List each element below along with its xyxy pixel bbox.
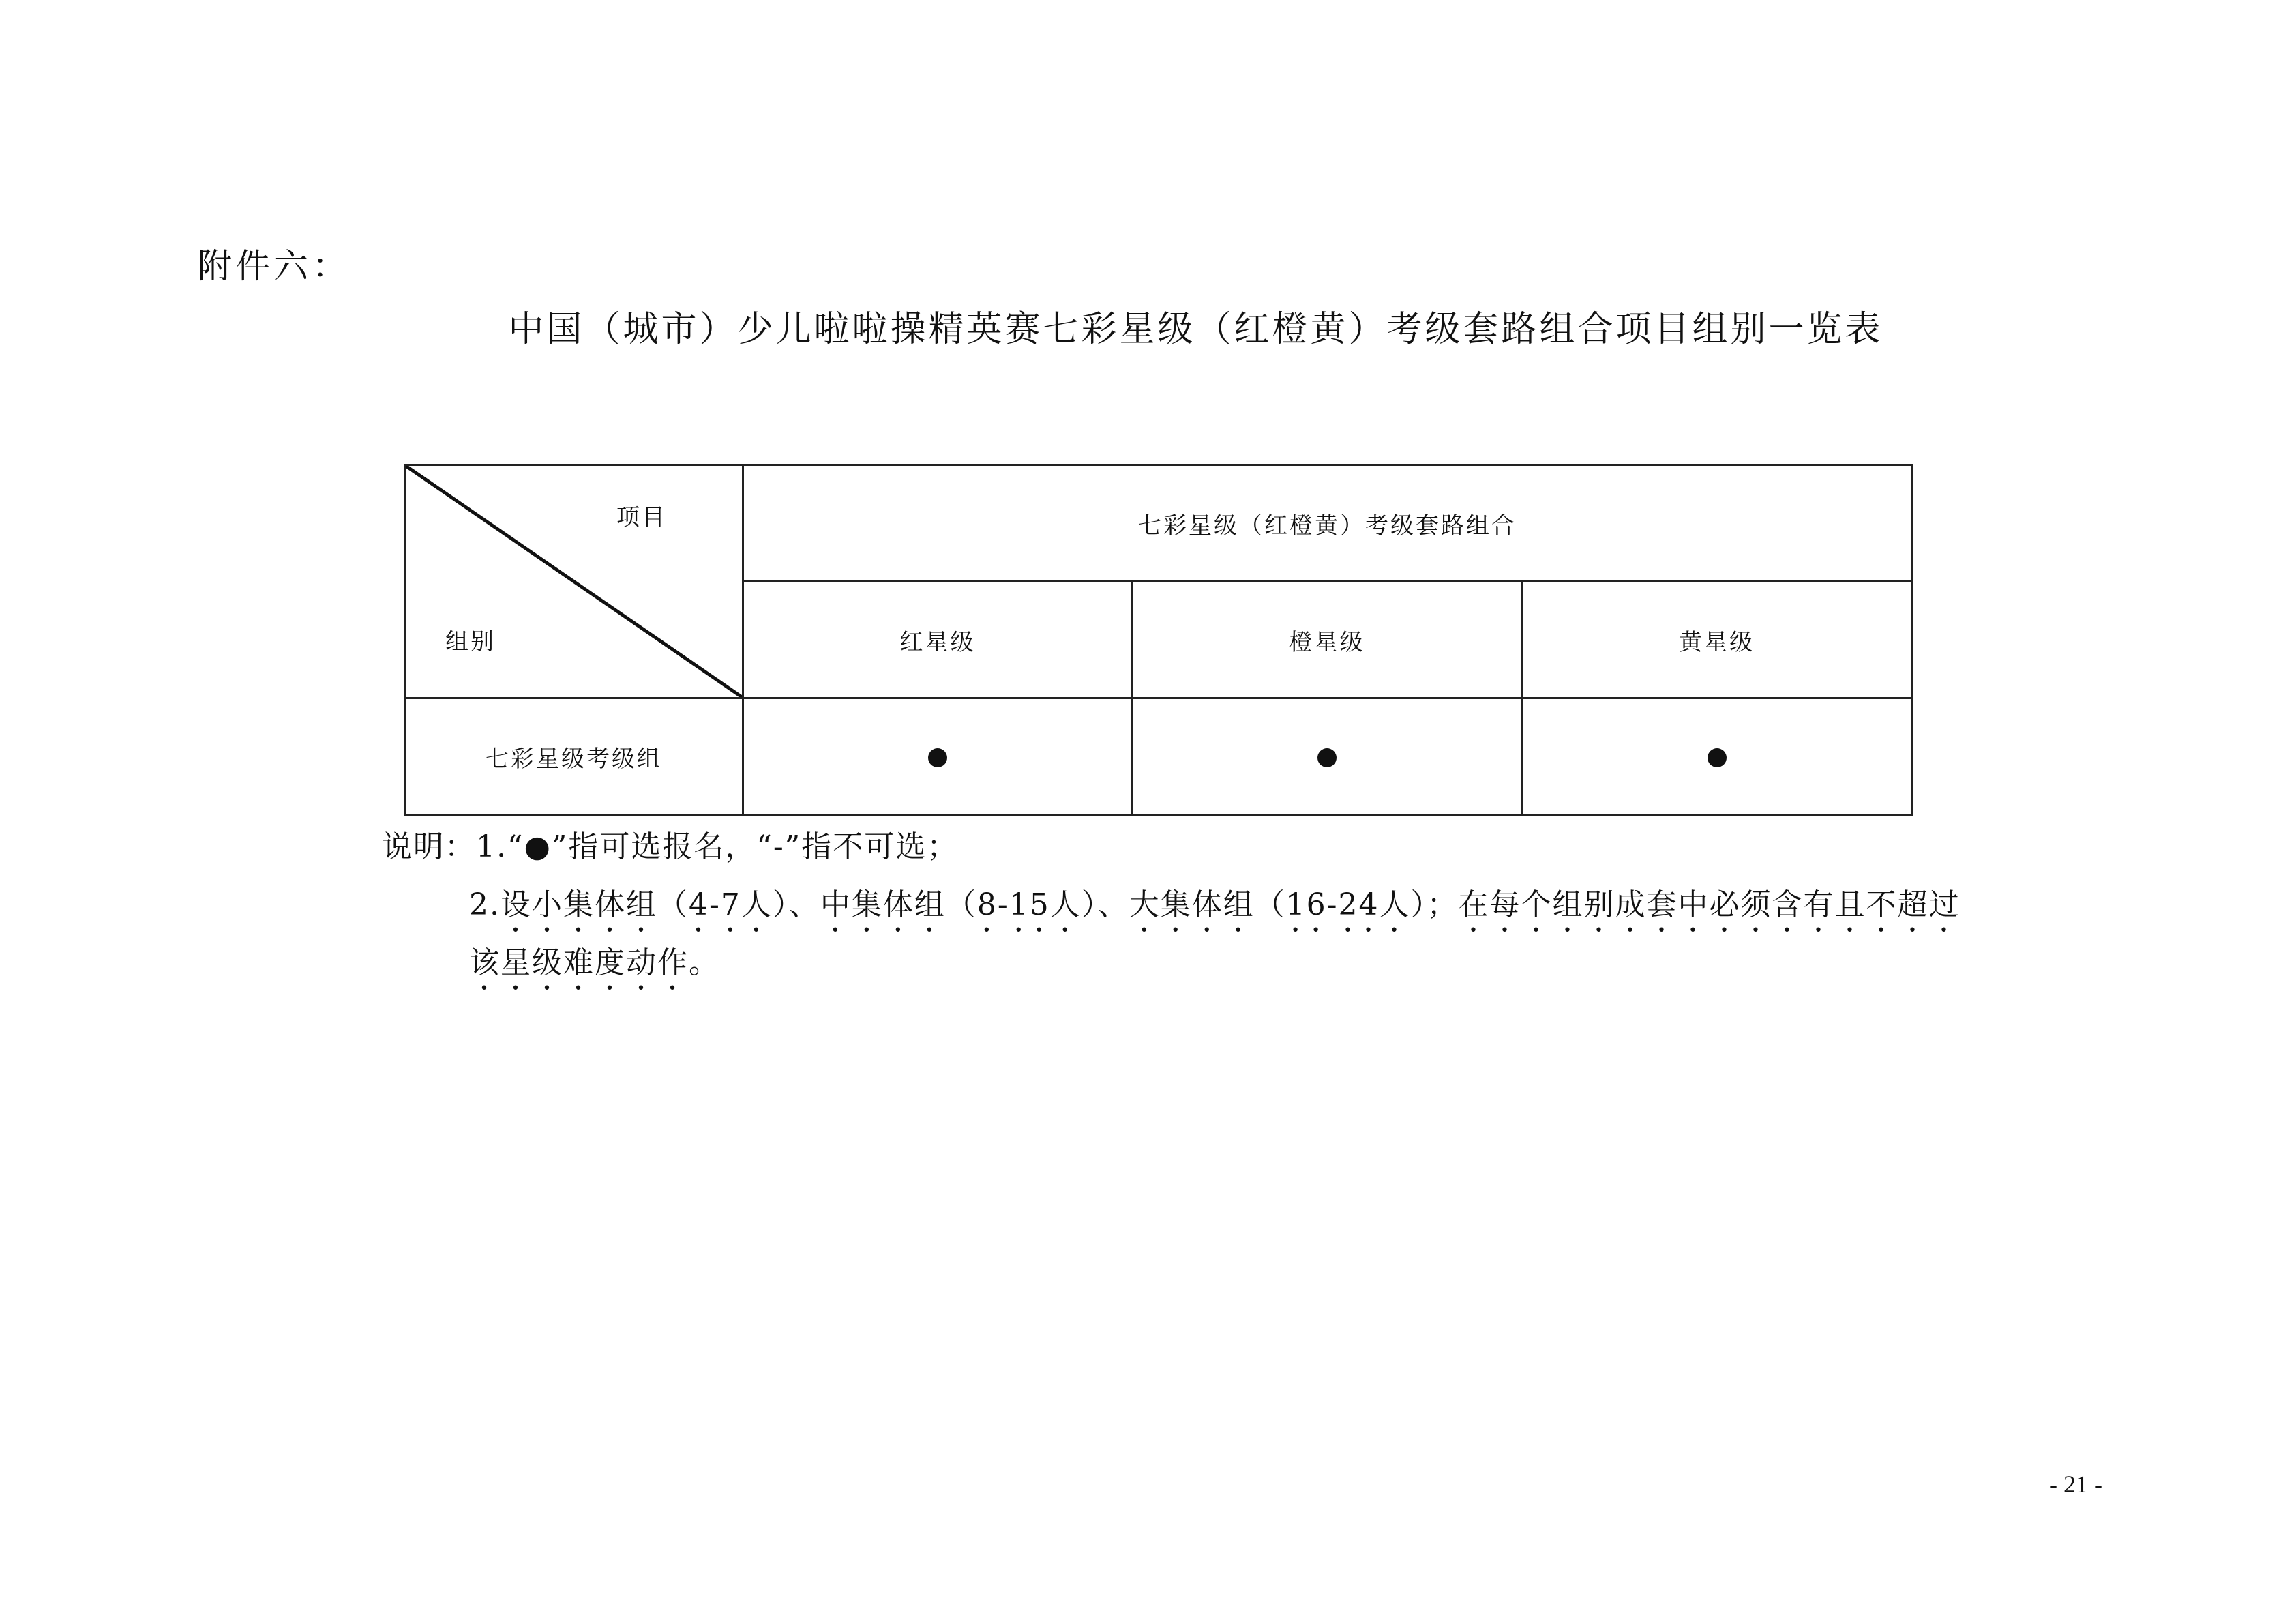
page-number: - 21 - [2049,1471,2102,1498]
note-line-2-prefix: 2. [469,887,501,922]
note-line-2 [469,880,1960,939]
attachment-label: 附件六： [198,246,351,286]
diagonal-line [406,466,742,697]
note-line-3-suffix: 。 [689,945,720,980]
selectable-dot-icon [1317,748,1337,767]
cell-red-star [743,698,1133,815]
selectable-dot-icon [1708,748,1727,767]
column-header-orange-star: 橙星级 [1133,582,1522,698]
table-header-row [405,465,1912,582]
corner-label-project: 项目 [616,504,667,531]
column-header-red-star: 红星级 [743,582,1133,698]
row-label-cell: 七彩星级考级组 [405,698,743,815]
corner-label-group: 组别 [445,628,496,655]
note-line-2-emphasis: 设小集体组（4-7人）、中集体组（8-15人）、大集体组（16-24人）；在每个组别成套中必须含有且不超过 [500,887,1960,922]
document-title: 中国（城市）少儿啦啦操精英赛七彩星级（红橙黄）考级套路组合项目组别一览表 [508,309,1883,350]
note-line-1: 说明：1.“●”指可选报名，“-”指不可选； [382,829,959,864]
cell-yellow-star [1522,698,1912,815]
selectable-dot-icon [928,748,947,767]
column-header-yellow-star: 黄星级 [1522,582,1912,698]
category-table [404,464,1911,814]
table-row [405,698,1912,815]
note-line-3 [469,938,720,997]
note-line-3-emphasis: 该星级难度动作 [469,945,689,980]
group-header-cell: 七彩星级（红橙黄）考级套路组合 [743,465,1912,582]
category-grid [404,464,1913,816]
diagonal-corner-cell [405,465,743,698]
cell-orange-star [1133,698,1522,815]
